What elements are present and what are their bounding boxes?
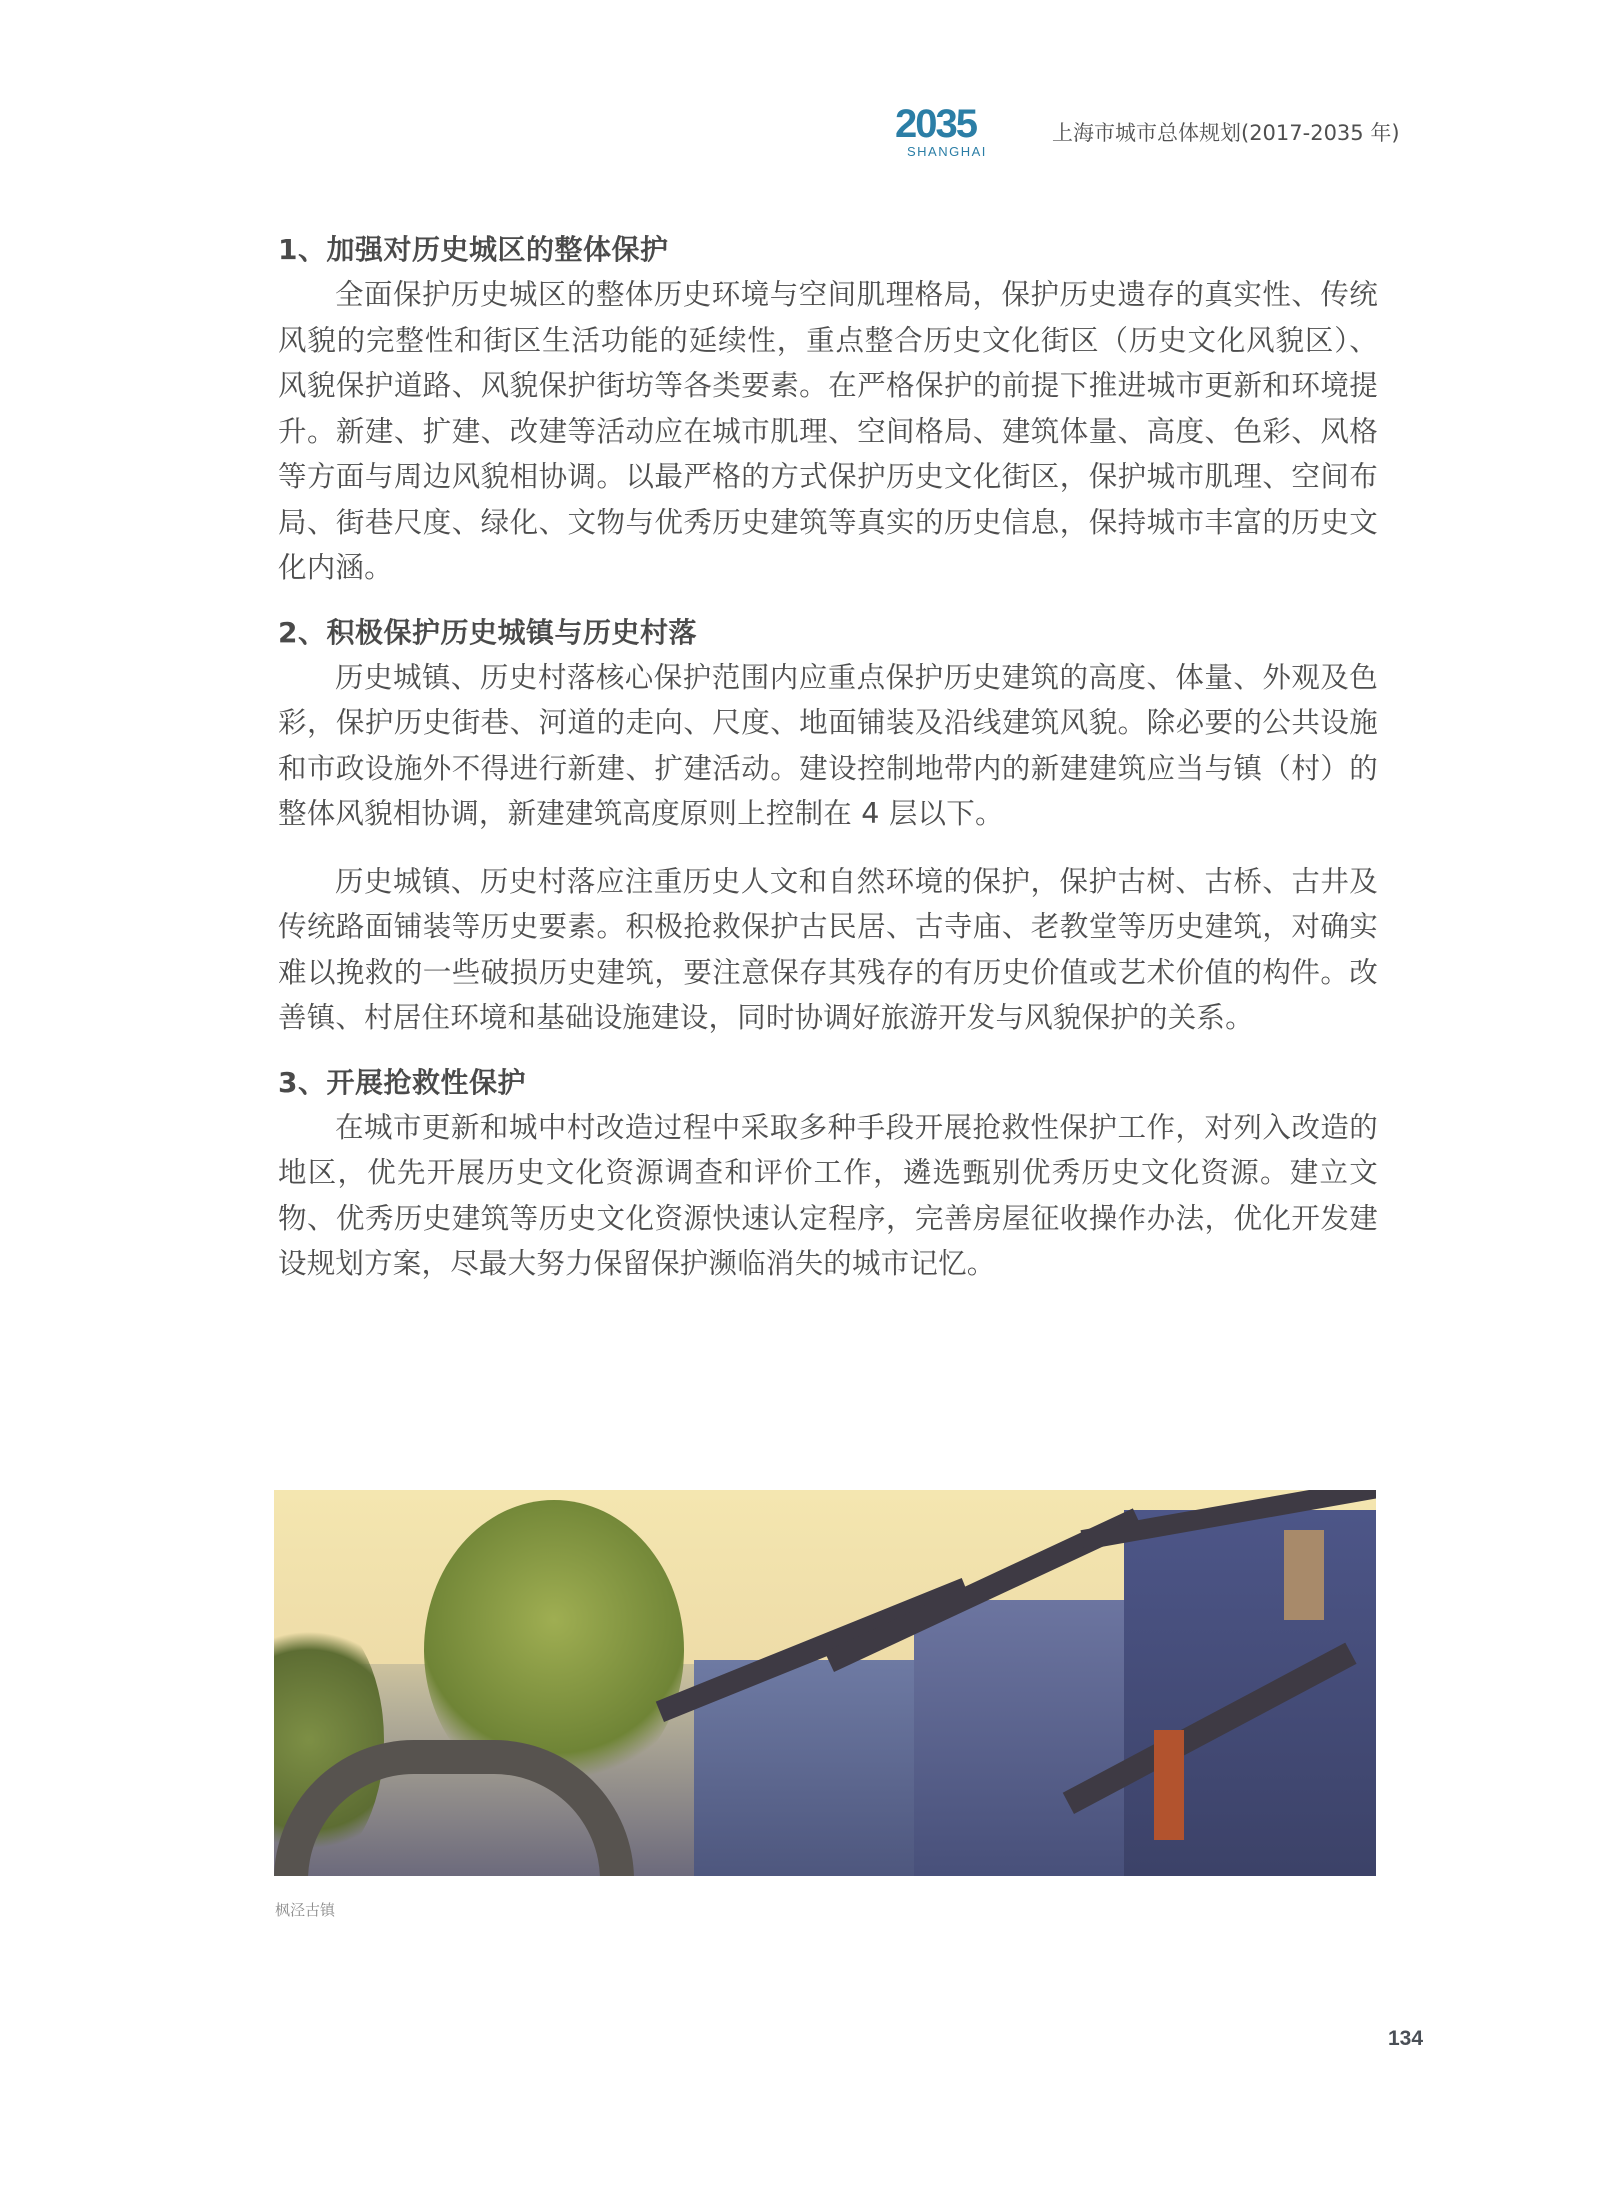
main-content: [278, 228, 1378, 1287]
logo-city: SHANGHAI: [907, 144, 987, 159]
shanghai-2035-logo: [895, 102, 1005, 162]
document-title: 上海市城市总体规划(2017-2035 年): [1052, 121, 1400, 145]
section-2-paragraph-1: 历史城镇、历史村落核心保护范围内应重点保护历史建筑的高度、体量、外观及色彩，保护历史街巷、河道的走向、尺度、地面铺装及沿线建筑风貌。除必要的公共设施和市政设施外不得进行新建、扩建活动。建设控制地带内的新建建筑应当与镇（村）的整体风貌相协调，新建建筑高度原则上控制在 4 层以下。: [278, 660, 1378, 830]
water-town-photo: [274, 1490, 1376, 1876]
photo-window: [1284, 1530, 1324, 1620]
logo-year: 2035: [895, 102, 976, 146]
section-1-paragraph-1: 全面保护历史城区的整体历史环境与空间肌理格局，保护历史遗存的真实性、传统风貌的完整性和街区生活功能的延续性，重点整合历史文化街区（历史文化风貌区）、风貌保护道路、风貌保护街坊等各类要素。在严格保护的前提下推进城市更新和环境提升。新建、扩建、改建等活动应在城市肌理、空间格局、建筑体量、高度、色彩、风格等方面与周边风貌相协调。以最严格的方式保护历史文化街区，保护城市肌理、空间布局、街巷尺度、绿化、文物与优秀历史建筑等真实的历史信息，保持城市丰富的历史文化内涵。: [278, 278, 1378, 584]
page-number: 134: [1388, 2027, 1424, 2050]
section-3-paragraph-1: 在城市更新和城中村改造过程中采取多种手段开展抢救性保护工作，对列入改造的地区，优先开展历史文化资源调查和评价工作，遴选甄别优秀历史文化资源。建立文物、优秀历史建筑等历史文化资源快速认定程序，完善房屋征收操作办法，优化开发建设规划方案，尽最大努力保留保护濒临消失的城市记忆。: [278, 1110, 1378, 1280]
section-2-paragraph-2: 历史城镇、历史村落应注重历史人文和自然环境的保护，保护古树、古桥、古井及传统路面铺装等历史要素。积极抢救保护古民居、古寺庙、老教堂等历史建筑，对确实难以挽救的一些破损历史建筑，要注意保存其残存的有历史价值或艺术价值的构件。改善镇、村居住环境和基础设施建设，同时协调好旅游开发与风貌保护的关系。: [278, 864, 1378, 1034]
section-heading-1: 1、加强对历史城区的整体保护: [278, 233, 669, 266]
photo-door: [1154, 1730, 1184, 1840]
photo-caption: 枫泾古镇: [275, 1901, 336, 1919]
page-header: [895, 102, 1415, 162]
section-heading-2: 2、积极保护历史城镇与历史村落: [278, 615, 697, 649]
section-heading-3: 3、开展抢救性保护: [278, 1065, 526, 1099]
